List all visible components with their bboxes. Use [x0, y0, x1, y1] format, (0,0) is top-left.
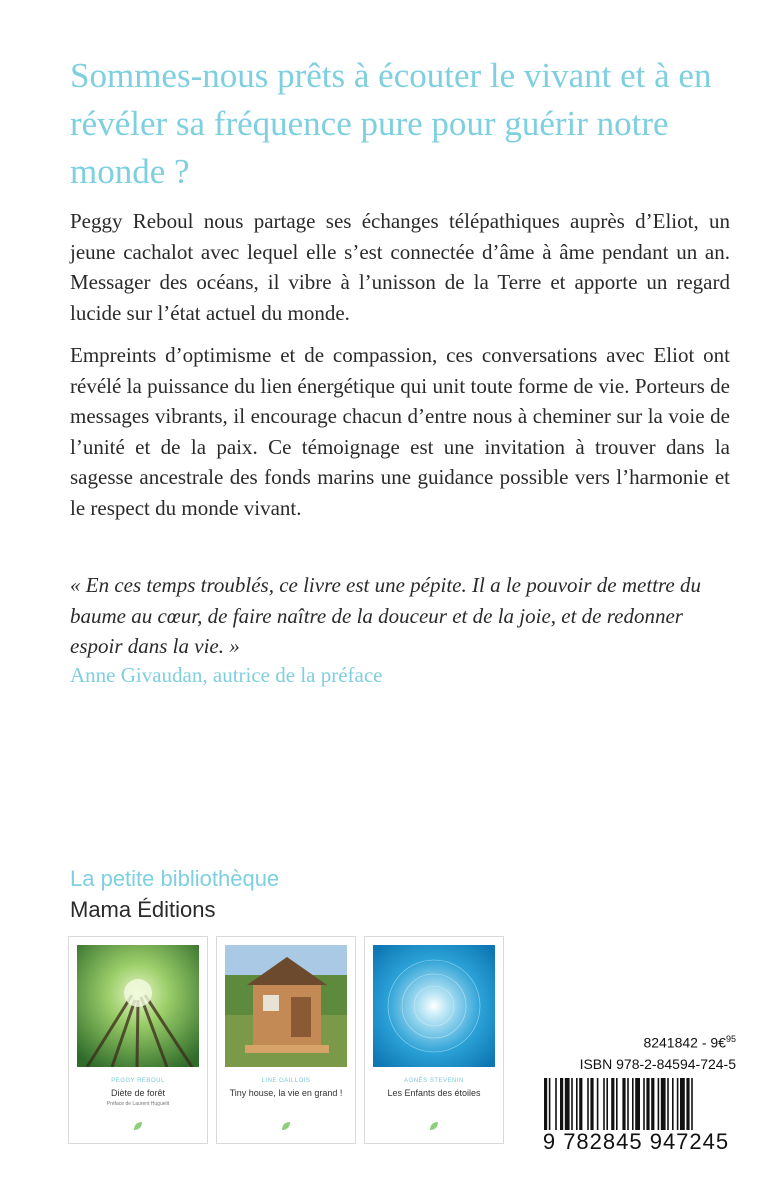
barcode-bar [632, 1078, 634, 1130]
review-quote: « En ces temps troublés, ce livre est une pépite. Il a le pouvoir de mettre du baume au cœur, de faire naître de la douceur et de la joie, et de redonner espoir dans la vie. » [70, 573, 701, 658]
barcode-image [536, 1078, 736, 1130]
barcode-bar [576, 1078, 578, 1130]
barcode-bar [672, 1078, 674, 1130]
book-cover-forest-image [77, 945, 199, 1067]
barcode-bar [635, 1078, 640, 1130]
barcode-bar [691, 1078, 693, 1130]
barcode-bar [680, 1078, 685, 1130]
book-author: AGNÈS STEVENIN [404, 1078, 464, 1084]
barcode-digits: 9 782845 947245 [542, 1129, 730, 1154]
barcode-bar [677, 1078, 679, 1130]
book-subtitle: Préface de Laurent Huguelit [106, 1101, 170, 1107]
price-reference: 8241842 - 9€$^{95}$ [643, 1034, 736, 1051]
paragraph-2: Empreints d’optimisme et de compassion, ces conversations avec Eliot ont révélé la puissance du lien énergétique qui unit toute forme de vie. Porteurs de messages vibrants, il encourage chacun d’entre nous à cheminer sur la voie de l’unité et de la paix. Ce témoignage est une invitation à trouver dans la sagesse ancestrale des fonds marins une guidance possible vers l’harmonie et le respect du monde vivant. [70, 343, 730, 520]
book-author: PEGGY REBOUL [111, 1078, 165, 1084]
book-author: LINE GAILLOIS [261, 1078, 311, 1084]
leaf-icon [280, 1119, 292, 1137]
barcode-bar [651, 1078, 654, 1130]
book-thumbnail-1 [68, 936, 208, 1144]
barcode-bar [579, 1078, 582, 1130]
book-title: Les Enfants des étoiles [387, 1088, 481, 1098]
book-cover-stars-image [373, 945, 495, 1067]
barcode-bar [686, 1078, 689, 1130]
book-cover-tiny-house-image [225, 945, 347, 1067]
barcode-bar [627, 1078, 629, 1130]
barcode-bar [587, 1078, 589, 1130]
leaf-icon [132, 1119, 144, 1137]
barcode-bar [590, 1078, 593, 1130]
collection-name: La petite bibliothèque [70, 866, 280, 891]
barcode-bar [549, 1078, 551, 1130]
barcode-bar [661, 1078, 666, 1130]
quote-attribution: Anne Givaudan, autrice de la préface [70, 663, 383, 687]
barcode-bar [616, 1078, 618, 1130]
barcode-bar [565, 1078, 570, 1130]
barcode-bar [622, 1078, 625, 1130]
leaf-icon [428, 1119, 440, 1137]
barcode-bar [658, 1078, 660, 1130]
publisher-name: Mama Éditions [70, 897, 216, 922]
book-thumbnail-3 [364, 936, 504, 1144]
barcode-bar [544, 1078, 547, 1130]
barcode-bar [611, 1078, 614, 1130]
barcode-bar [667, 1078, 669, 1130]
barcode-bar [560, 1078, 563, 1130]
headline: Sommes-nous prêts à écouter le vivant et à en révéler sa fréquence pure pour guérir notre monde ? [70, 56, 712, 191]
barcode-bar [646, 1078, 649, 1130]
paragraph-1: Peggy Reboul nous partage ses échanges télépathiques auprès d’Eliot, un jeune cachalot avec lequel elle s’est connectée d’âme à âme pendant un an. Messager des océans, il vibre à l’unisson de la Terre et apporte un regard lucide sur l’état actuel du monde. [70, 209, 730, 325]
barcode-bar [603, 1078, 605, 1130]
barcode-bar [555, 1078, 557, 1130]
barcode-bar [571, 1078, 573, 1130]
barcode-area [536, 1030, 736, 1154]
book-title: Diète de forêt [110, 1088, 166, 1098]
barcode-bar [643, 1078, 645, 1130]
book-title: Tiny house, la vie en grand ! [229, 1088, 343, 1098]
book-thumbnail-2 [216, 936, 356, 1144]
isbn-number: ISBN 978-2-84594-724-5 [579, 1055, 736, 1072]
barcode-bar [597, 1078, 599, 1130]
barcode-bar [606, 1078, 608, 1130]
